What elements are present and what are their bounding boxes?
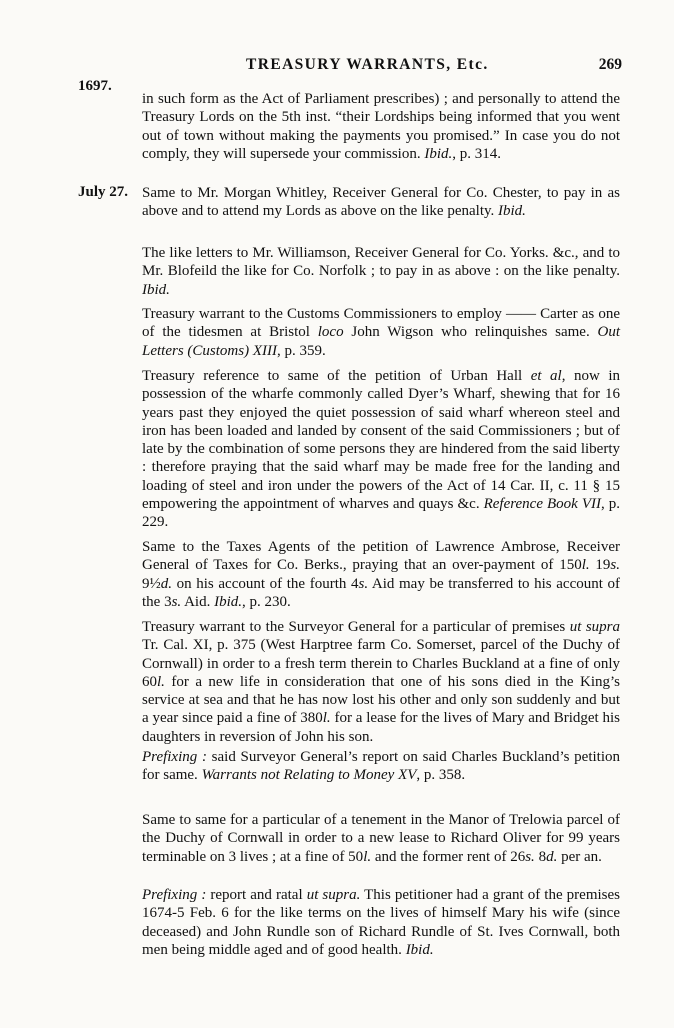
reference-ibid: Ibid. <box>405 941 434 958</box>
paragraph-text: per an. <box>557 848 602 865</box>
margin-date: July 27. <box>78 184 129 200</box>
italic-term: ut supra <box>569 619 621 635</box>
paragraph-text: Same to the Taxes Agents of the petition of Lawrence Ambrose, Receiver General of Taxes for Co. Berks., praying that an over-payment of 150 <box>142 539 620 574</box>
paragraph-text: Aid. <box>181 593 211 610</box>
paragraph-text: This petitioner had a grant of the premises 1674-5 Feb. 6 for the like terms on the lives of himself Mary his wife (since deceased) and John Rundle son of Richard Rundle of St. Ives Cornwall, both men being middle aged and of good health. <box>142 887 621 958</box>
currency-unit: l. <box>322 710 331 727</box>
reference-ibid: Ibid. <box>214 593 243 610</box>
reference-ibid: Ibid. <box>424 145 453 162</box>
paragraph-text: Treasury warrant to the Customs Commissioners to employ —— Carter as one of the tidesmen at Bristol <box>142 306 620 341</box>
paragraph-text: Same to same for a particular of a tenement in the Manor of Trelowia parcel of the Duchy of Cornwall in order to a new lease to Richard Oliver for 99 years terminable on 3 lives ; at a fine of 50 <box>142 812 620 865</box>
currency-unit: s. <box>358 575 369 592</box>
paragraph-text: , now in possession of the wharfe commonly called Dyer’s Wharf, shewing that for 16 years past they enjoyed the quiet possession of said wharf whereon steel and iron has been loaded and landed by consent of the said Commissioners ; but of late by the combination of some persons they are hindered from the said liberty : therefore praying that the said wharf may be made free for the landing and loading of steel and iron under the powers of the Act of 14 Car. II, c. 11 § 15 empowering the appointment of wharves and quays &c. <box>142 368 621 513</box>
italic-term: ut supra. <box>306 887 361 903</box>
currency-unit: l. <box>581 557 590 574</box>
paragraph-6 <box>142 538 620 611</box>
paragraph-text: said Surveyor General’s report on said Charles Buckland’s petition for same. <box>142 749 620 784</box>
paragraph-text: for a lease for the lives of Mary and Bridget his daughters in reversion of John his son. <box>142 710 620 745</box>
italic-term: loco <box>317 324 344 341</box>
page-number: 269 <box>598 56 622 73</box>
paragraph-text: on his account of the fourth 4 <box>172 575 359 592</box>
paragraph-text: 19 <box>589 557 611 574</box>
paragraph-text: for a new life in consideration that one of his sons died in the King’s service at sea and that he has now lost his other and only son suddenly and but a year since paid a fine of 380 <box>142 673 620 727</box>
prefixing-label: Prefixing : <box>142 887 207 903</box>
currency-unit: s. <box>171 593 182 610</box>
paragraph-text: Treasury warrant to the Surveyor General for a particular of premises <box>142 619 566 635</box>
paragraph-text: 8 <box>534 848 547 865</box>
paragraph-10 <box>142 886 620 959</box>
reference-page: , p. 359. <box>277 342 326 359</box>
reference-ibid: Ibid. <box>498 203 526 220</box>
paragraph-text: Treasury reference to same of the petition of Urban Hall <box>142 368 523 384</box>
paragraph-4 <box>142 305 620 360</box>
paragraph-7 <box>142 618 620 746</box>
paragraph-text: in such form as the Act of Parliament prescribes) ; and personally to attend the Treasury Lords on the 5th inst. “their Lordships being informed that you went out of town without making the payments you promised.” In case you do not comply, they will supersede your commission. <box>142 91 620 162</box>
currency-unit: l. <box>157 673 165 690</box>
currency-unit: d. <box>160 575 172 592</box>
paragraph-8 <box>142 748 620 785</box>
currency-unit: l. <box>363 848 372 865</box>
paragraph-text: Same to Mr. Morgan Whitley, Receiver General for Co. Chester, to pay in as above and to attend my Lords as above on the like penalty. <box>142 185 620 220</box>
italic-term: et al <box>530 368 562 384</box>
paragraph-text: and the former rent of 26 <box>371 848 526 865</box>
reference-page: , p. 230. <box>242 593 291 610</box>
running-header-title: TREASURY WARRANTS, Etc. <box>246 56 489 73</box>
reference-title: (Customs) XIII <box>187 342 277 359</box>
paragraph-5 <box>142 367 620 532</box>
paragraph-9 <box>142 811 620 866</box>
reference-title: Reference Book VII <box>483 496 601 513</box>
reference-title: Out Letters <box>142 324 621 359</box>
prefixing-label: Prefixing : <box>142 749 207 765</box>
paragraph-text: Aid may be transferred to his account of the 3 <box>142 575 621 610</box>
reference-page: , p. 314. <box>452 145 501 162</box>
paragraph-text: John Wigson who relinquishes same. <box>351 324 590 341</box>
reference-ibid: Ibid. <box>142 281 170 298</box>
currency-unit: d. <box>546 848 558 865</box>
paragraph-text: The like letters to Mr. Williamson, Receiver General for Co. Yorks. &c., and to Mr. Blofeild the like for Co. Norfolk ; to pay in as above : on the like penalty. <box>142 245 620 280</box>
paragraph-2 <box>142 184 620 221</box>
paragraph-text: Tr. Cal. XI, p. 375 (West Harptree farm Co. Somerset, parcel of the Duchy of Cornwall) in order to a fresh term therein to Charles Buckland at a fine of only 60 <box>142 637 620 690</box>
margin-year: 1697. <box>78 78 112 94</box>
paragraph-1 <box>142 90 620 163</box>
paragraph-text: 9½ <box>142 575 161 592</box>
currency-unit: s. <box>525 848 535 865</box>
reference-page: , p. 229. <box>142 496 621 531</box>
reference-title: Warrants not Relating to Money XV <box>201 767 417 784</box>
currency-unit: s. <box>610 557 620 574</box>
paragraph-3 <box>142 244 620 299</box>
paragraph-text: report and ratal <box>206 887 303 903</box>
reference-page: , p. 358. <box>416 767 466 784</box>
